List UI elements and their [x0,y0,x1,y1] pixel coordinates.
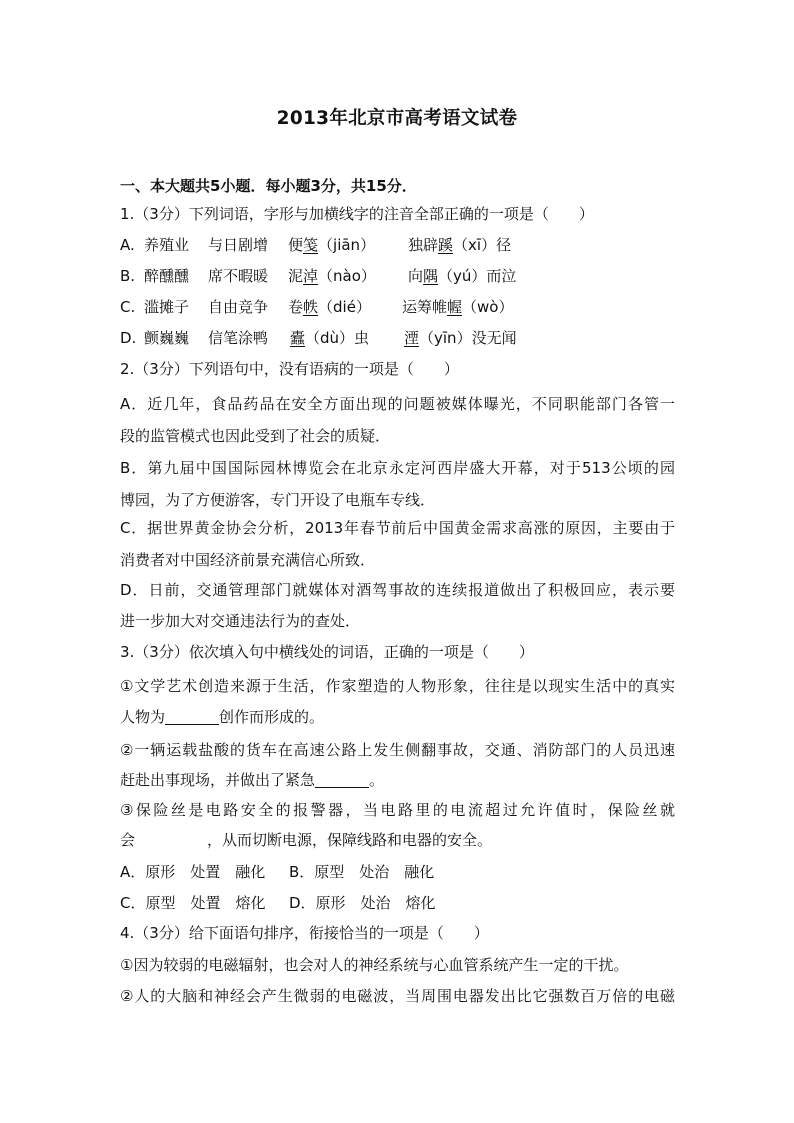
option-word-1: 醉醺醺 [144,267,190,285]
word-prefix: 便 [288,236,304,254]
option-label: B. [120,267,136,285]
option-word-1: 颤巍巍 [144,329,190,347]
option-word-2: 信笔涂鸭 [208,329,269,347]
q2-option-d-line-2: 进一步加大对交通违法行为的查处． [120,612,361,630]
q3-sentence-3-line-2 [120,828,492,852]
text-run: 赶赴出事现场，并做出了紧急 [120,771,316,789]
q3-sentence-3-line-1: ③保险丝是电路安全的报警器，当电路里的电流超过允许值时，保险丝就 [120,801,675,819]
option-word-4 [404,326,517,350]
option-word-2: 席不暇暖 [208,267,269,285]
question-1-stem: 1.（3分）下列词语，字形与加横线字的注音全部正确的一项是（ ） [120,205,594,223]
q3-options-row-2 [120,891,680,915]
option-label: A. [120,236,135,254]
pinyin: （wò） [462,298,514,316]
option-word-3 [288,295,371,319]
text-run: 创作而形成的。 [219,708,325,726]
q3-sentence-2-line-2 [120,768,384,792]
option-word-4 [402,295,513,319]
word-prefix: 独辟 [408,236,439,254]
q2-option-c-line-1: C．据世界黄金协会分析，2013年春节前后中国黄金需求高涨的原因，主要由于 [120,519,675,537]
underlined-char: 笺 [303,236,319,254]
underlined-char: 淖 [303,267,319,285]
option-label: C. [120,298,136,316]
q3-sentence-2-line-1: ②一辆运载盐酸的货车在高速公路上发生侧翻事故，交通、消防部门的人员迅速 [120,741,675,759]
q2-option-b-line-1: B．第九届中国国际园林博览会在北京永定河西岸盛大开幕，对于513公顷的园 [120,459,675,477]
word-prefix: 泥 [288,267,304,285]
q2-option-b-line-2: 博园，为了方便游客，专门开设了电瓶车专线． [120,491,436,509]
section-heading: 一、本大题共5小题．每小题3分，共15分． [120,177,417,195]
underlined-char: 隅 [423,267,439,285]
q3-option-c: C．原型 处置 熔化 [120,894,266,912]
fill-blank [165,706,219,725]
page-title: 2013年北京市高考语文试卷 [276,108,518,129]
fill-blank [315,769,369,788]
pinyin: （jiān） [318,236,376,254]
q4-sentence-1: ①因为较弱的电磁辐射，也会对人的神经系统与心血管系统产生一定的干扰。 [120,956,629,974]
underlined-char: 湮 [404,329,420,347]
text-run: 。 [369,771,385,789]
option-word-3 [290,326,369,350]
q1-option-d [120,326,680,350]
word-prefix: 卷 [288,298,304,316]
pinyin: （nào） [318,267,376,285]
pinyin: （dù）虫 [305,329,370,347]
q3-option-b: B．原型 处治 融化 [289,863,435,881]
text-run: 人物为 [120,708,166,726]
option-word-3 [288,264,376,288]
option-word-4 [408,264,516,288]
q1-option-a [120,233,680,257]
option-word-2: 自由竞争 [208,298,269,316]
q3-option-a: A．原形 处置 融化 [120,863,266,881]
text-run: 会 [120,831,136,849]
underlined-char: 蠹 [290,329,306,347]
q3-options-row-1 [120,860,680,884]
word-prefix: 向 [408,267,424,285]
pinyin: （xī）径 [453,236,512,254]
underlined-char: 帙 [303,298,319,316]
word-prefix: 运筹帷 [402,298,448,316]
q4-sentence-2: ②人的大脑和神经会产生微弱的电磁波，当周围电器发出比它强数百万倍的电磁 [120,987,675,1005]
q3-option-d: D．原形 处治 熔化 [289,894,436,912]
q1-option-c [120,295,680,319]
q2-option-a-line-2: 段的监管模式也因此受到了社会的质疑． [120,427,391,445]
q3-sentence-1-line-2 [120,705,324,729]
pinyin: （yú）而泣 [438,267,517,285]
pinyin: （dié） [318,298,371,316]
q1-option-b [120,264,680,288]
q3-sentence-1-line-1: ①文学艺术创造来源于生活，作家塑造的人物形象，往往是以现实生活中的真实 [120,677,675,695]
text-run: ，从而切断电源，保障线路和电器的安全。 [207,831,493,849]
q2-option-d-line-1: D．日前，交通管理部门就媒体对酒驾事故的连续报道做出了积极回应，表示要 [120,581,675,599]
q2-option-a-line-1: A．近几年，食品药品在安全方面出现的问题被媒体曝光，不同职能部门各管一 [120,395,675,413]
q2-option-c-line-2: 消费者对中国经济前景充满信心所致． [120,551,376,569]
option-word-1: 滥摊子 [144,298,190,316]
pinyin: （yīn）没无闻 [419,329,517,347]
option-word-3 [288,233,375,257]
option-label: D. [120,329,137,347]
underlined-char: 蹊 [438,236,454,254]
option-word-1: 养殖业 [144,236,190,254]
question-3-stem: 3.（3分）依次填入句中横线处的词语，正确的一项是（ ） [120,643,534,661]
underlined-char: 幄 [447,298,463,316]
option-word-2: 与日剧增 [208,236,269,254]
question-4-stem: 4.（3分）给下面语句排序，衔接恰当的一项是（ ） [120,924,489,942]
question-2-stem: 2.（3分）下列语句中，没有语病的一项是（ ） [120,360,459,378]
option-word-4 [408,233,511,257]
